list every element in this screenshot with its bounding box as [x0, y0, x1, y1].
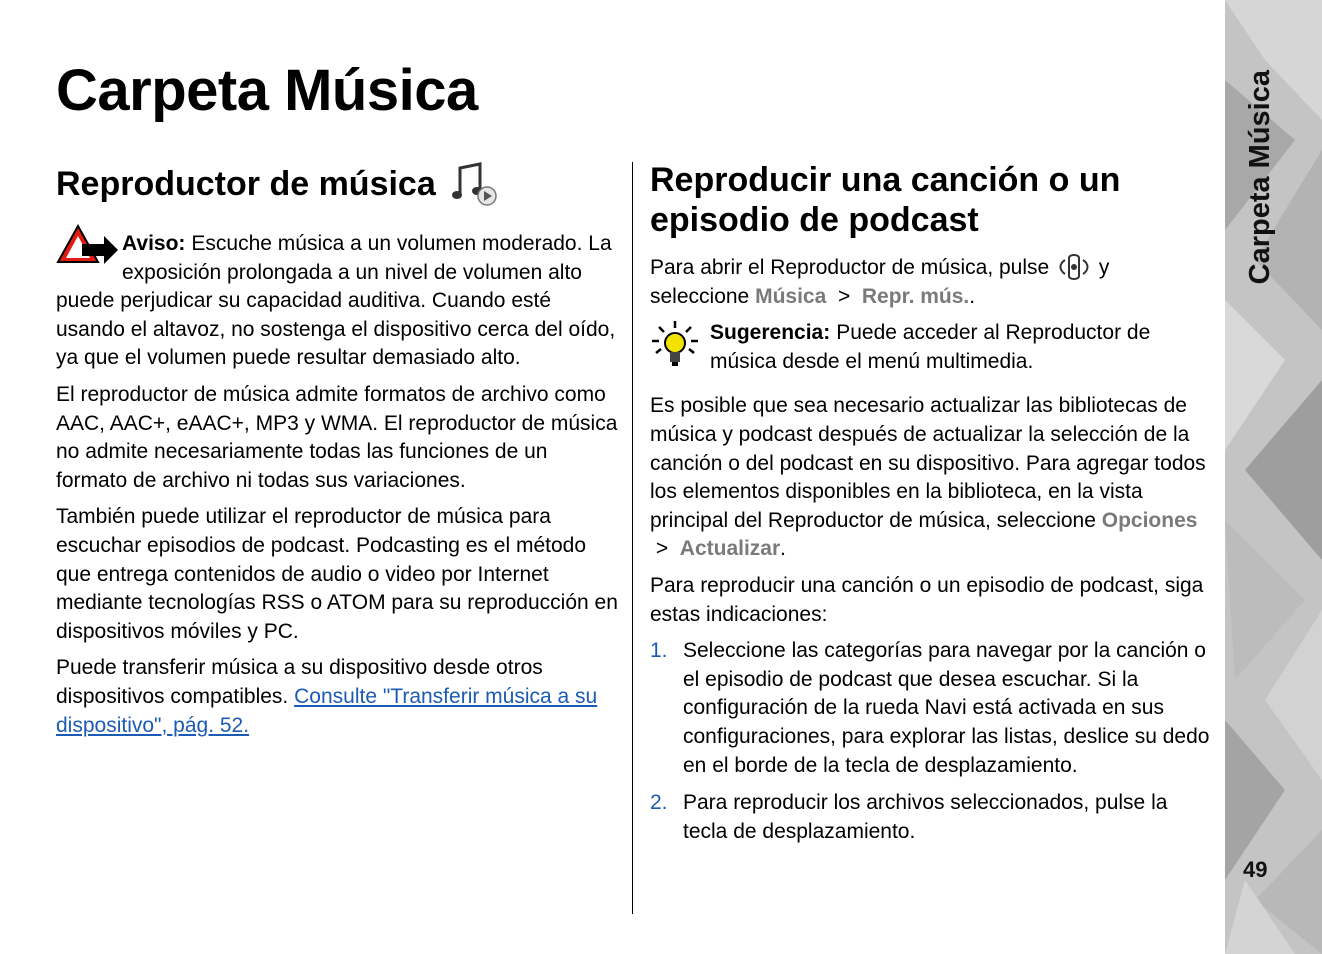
update-text: Es posible que sea necesario actualizar las bibliotecas de música y podcast después de actualizar la selección de la canción o del podcast en su dispositivo. Para agregar todos los elementos disponibles en la biblioteca, en la vista principal del Reproductor de música, seleccione — [650, 394, 1206, 532]
warning-block — [56, 230, 618, 373]
transfer-music-link[interactable]: Consulte "Transferir música a su dispositivo", pág. 52. — [56, 684, 598, 737]
open-text-after: y seleccione — [650, 256, 1110, 308]
right-column — [650, 160, 1212, 855]
step-text: Seleccione las categorías para navegar por la canción o el episodio de podcast que desea escuchar. Si la configuración de la rueda Navi está activada en sus configuraciones, para explorar las listas, deslice su dedo en el borde de la tecla de desplazamiento. — [683, 639, 1210, 777]
page-title: Carpeta Música — [56, 58, 478, 123]
tip-text: Puede acceder al Reproductor de música desde el menú multimedia. — [710, 321, 1151, 373]
menu-key-icon — [1055, 252, 1093, 282]
sidebar-title-text: Carpeta Música — [1243, 69, 1276, 284]
menu-player: Repr. mús. — [861, 284, 970, 308]
step-number: 2. — [650, 791, 668, 815]
menu-update: Actualizar — [679, 537, 781, 561]
list-item — [650, 637, 1212, 780]
open-text-before: Para abrir el Reproductor de música, pulse — [650, 256, 1050, 279]
section-heading-player — [56, 160, 618, 208]
warning-icon — [56, 224, 120, 268]
music-note-icon — [450, 160, 498, 208]
paragraph-formats: El reproductor de música admite formatos de archivo como AAC, AAC+, eAAC+, MP3 y WMA. El reproductor de música no admite necesariamente todas las funciones de un formato de archivo ni todas sus variaciones. — [56, 382, 618, 492]
warning-label: Aviso: — [122, 232, 186, 255]
steps-intro: Para reproducir una canción o un episodio de podcast, siga estas indicaciones: — [650, 573, 1204, 626]
menu-separator: > — [837, 284, 851, 308]
paragraph-open-player — [650, 252, 1212, 311]
tip-label: Sugerencia: — [710, 321, 831, 345]
paragraph-podcast: También puede utilizar el reproductor de música para escuchar episodios de podcast. Podcasting es el método que entrega contenidos de audio o video por Internet mediante tecnologías RSS o ATOM para su reproducción en dispositivos móviles y PC. — [56, 505, 618, 643]
left-column — [56, 160, 618, 748]
menu-music: Música — [755, 284, 827, 308]
transfer-text: Puede transferir música a su dispositivo desde otros dispositivos compatibles. — [56, 656, 543, 708]
section-title-play: Reproducir una canción o un episodio de podcast — [650, 161, 1121, 239]
tip-lightbulb-icon — [650, 319, 700, 369]
warning-text: Escuche música a un volumen moderado. La exposición prolongada a un nivel de volumen alto puede perjudicar su capacidad auditiva. Cuando esté usando el altavoz, no sostenga el dispositivo cerca del oído, ya que el volumen puede resultar demasiado alto. — [56, 232, 616, 370]
tip-block — [650, 319, 1212, 376]
step-number: 1. — [650, 639, 668, 663]
sidebar-title — [1228, 24, 1292, 284]
menu-separator-2: > — [655, 537, 669, 561]
paragraph-update — [650, 392, 1212, 564]
list-item — [650, 789, 1212, 846]
step-text: Para reproducir los archivos seleccionados, pulse la tecla de desplazamiento. — [683, 791, 1168, 843]
column-divider — [632, 162, 633, 914]
section-title: Reproductor de música — [56, 165, 436, 203]
page-number: 49 — [1243, 857, 1268, 882]
sentence-end-2: . — [780, 537, 786, 561]
paragraph-transfer — [56, 654, 618, 740]
sentence-end: . — [969, 284, 976, 308]
steps-list — [650, 637, 1212, 846]
menu-options: Opciones — [1101, 508, 1198, 532]
